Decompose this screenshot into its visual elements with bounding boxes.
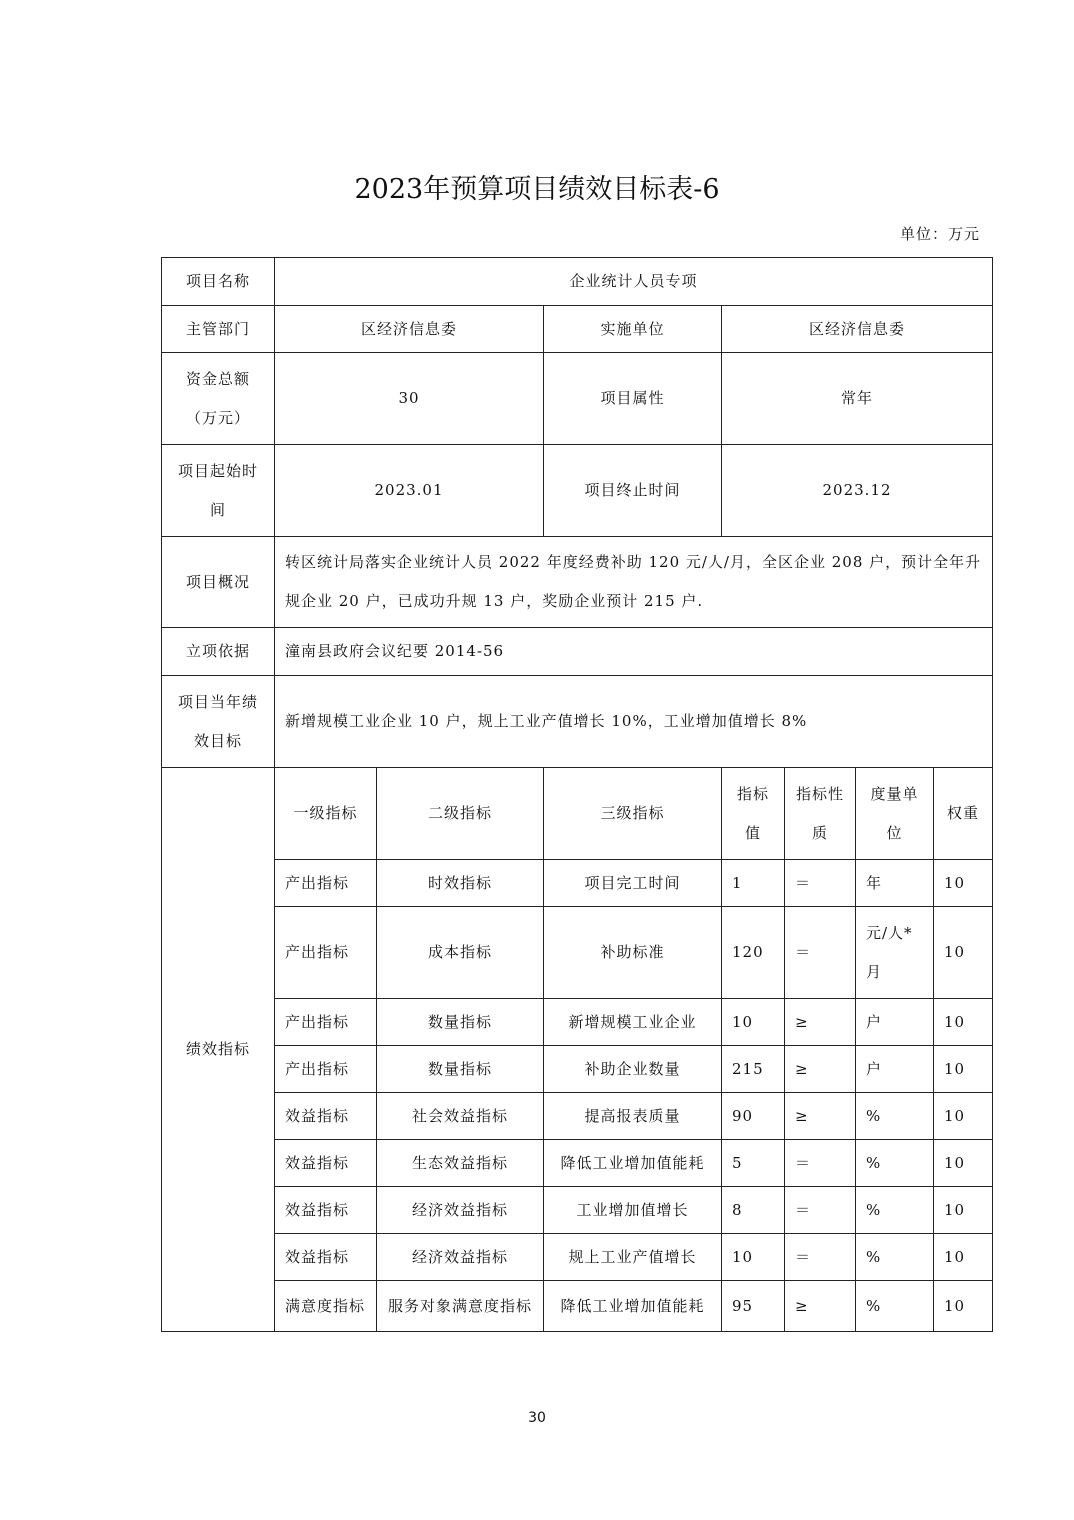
weight-cell: 10 xyxy=(934,1281,993,1332)
start-label: 项目起始时间 xyxy=(162,445,275,537)
nature-cell: ≥ xyxy=(785,999,856,1046)
indicators-section-label: 绩效指标 xyxy=(162,768,275,1332)
unit-cell: 年 xyxy=(856,860,934,907)
level2-cell: 经济效益指标 xyxy=(377,1234,544,1281)
unit-cell: % xyxy=(856,1281,934,1332)
project-name-value: 企业统计人员专项 xyxy=(275,258,993,306)
basis-label: 立项依据 xyxy=(162,628,275,676)
unit-cell: % xyxy=(856,1093,934,1140)
weight-cell: 10 xyxy=(934,1187,993,1234)
impl-label: 实施单位 xyxy=(544,306,722,353)
unit-cell: 元/人*月 xyxy=(856,907,934,999)
header-level1: 一级指标 xyxy=(275,768,377,860)
indicator-row xyxy=(162,999,993,1046)
value-cell: 5 xyxy=(722,1140,785,1187)
table-row xyxy=(162,306,993,353)
level1-cell: 满意度指标 xyxy=(275,1281,377,1332)
table-row xyxy=(162,258,993,306)
unit-cell: % xyxy=(856,1140,934,1187)
attr-label: 项目属性 xyxy=(544,353,722,445)
header-level3: 三级指标 xyxy=(544,768,722,860)
level3-cell: 降低工业增加值能耗 xyxy=(544,1140,722,1187)
nature-cell: ≥ xyxy=(785,1281,856,1332)
indicator-row xyxy=(162,907,993,999)
value-cell: 90 xyxy=(722,1093,785,1140)
value-cell: 8 xyxy=(722,1187,785,1234)
value-cell: 95 xyxy=(722,1281,785,1332)
level3-cell: 规上工业产值增长 xyxy=(544,1234,722,1281)
unit-cell: 户 xyxy=(856,1046,934,1093)
header-nature: 指标性质 xyxy=(785,768,856,860)
weight-cell: 10 xyxy=(934,860,993,907)
table-row xyxy=(162,445,993,537)
goal-label: 项目当年绩效目标 xyxy=(162,676,275,768)
level2-cell: 社会效益指标 xyxy=(377,1093,544,1140)
nature-cell: ＝ xyxy=(785,1140,856,1187)
weight-cell: 10 xyxy=(934,1046,993,1093)
level1-cell: 产出指标 xyxy=(275,999,377,1046)
indicator-row xyxy=(162,1281,993,1332)
performance-table xyxy=(161,257,993,1332)
indicator-row xyxy=(162,1140,993,1187)
value-cell: 10 xyxy=(722,1234,785,1281)
level2-cell: 数量指标 xyxy=(377,999,544,1046)
table-row xyxy=(162,628,993,676)
value-cell: 1 xyxy=(722,860,785,907)
end-value: 2023.12 xyxy=(722,445,993,537)
level3-cell: 补助企业数量 xyxy=(544,1046,722,1093)
project-name-label: 项目名称 xyxy=(162,258,275,306)
value-cell: 120 xyxy=(722,907,785,999)
level1-cell: 效益指标 xyxy=(275,1187,377,1234)
overview-label: 项目概况 xyxy=(162,537,275,628)
impl-value: 区经济信息委 xyxy=(722,306,993,353)
table-row xyxy=(162,353,993,445)
attr-value: 常年 xyxy=(722,353,993,445)
info-section xyxy=(162,258,993,768)
goal-value: 新增规模工业企业 10 户，规上工业产值增长 10%，工业增加值增长 8% xyxy=(275,676,993,768)
nature-cell: ＝ xyxy=(785,1234,856,1281)
level1-cell: 效益指标 xyxy=(275,1093,377,1140)
nature-cell: ≥ xyxy=(785,1046,856,1093)
weight-cell: 10 xyxy=(934,999,993,1046)
weight-cell: 10 xyxy=(934,1140,993,1187)
level3-cell: 新增规模工业企业 xyxy=(544,999,722,1046)
nature-cell: ＝ xyxy=(785,860,856,907)
header-level2: 二级指标 xyxy=(377,768,544,860)
indicator-row xyxy=(162,1187,993,1234)
unit-cell: % xyxy=(856,1187,934,1234)
level1-cell: 产出指标 xyxy=(275,1046,377,1093)
dept-label: 主管部门 xyxy=(162,306,275,353)
indicator-row xyxy=(162,1093,993,1140)
level2-cell: 生态效益指标 xyxy=(377,1140,544,1187)
weight-cell: 10 xyxy=(934,1093,993,1140)
dept-value: 区经济信息委 xyxy=(275,306,544,353)
unit-cell: % xyxy=(856,1234,934,1281)
indicators-section xyxy=(162,768,993,1332)
weight-cell: 10 xyxy=(934,1234,993,1281)
level2-cell: 数量指标 xyxy=(377,1046,544,1093)
unit-cell: 户 xyxy=(856,999,934,1046)
level2-cell: 时效指标 xyxy=(377,860,544,907)
basis-value: 潼南县政府会议纪要 2014-56 xyxy=(275,628,993,676)
level3-cell: 降低工业增加值能耗 xyxy=(544,1281,722,1332)
page-title: 2023年预算项目绩效目标表-6 xyxy=(354,174,720,205)
level3-cell: 项目完工时间 xyxy=(544,860,722,907)
level1-cell: 效益指标 xyxy=(275,1234,377,1281)
nature-cell: ＝ xyxy=(785,907,856,999)
funds-label: 资金总额（万元） xyxy=(162,353,275,445)
level3-cell: 提高报表质量 xyxy=(544,1093,722,1140)
header-weight: 权重 xyxy=(934,768,993,860)
unit-label: 单位：万元 xyxy=(899,225,980,243)
indicator-row xyxy=(162,860,993,907)
header-value: 指标值 xyxy=(722,768,785,860)
indicator-header-row xyxy=(162,768,993,860)
table-row xyxy=(162,676,993,768)
value-cell: 10 xyxy=(722,999,785,1046)
indicator-row xyxy=(162,1234,993,1281)
start-value: 2023.01 xyxy=(275,445,544,537)
level3-cell: 补助标准 xyxy=(544,907,722,999)
nature-cell: ≥ xyxy=(785,1093,856,1140)
end-label: 项目终止时间 xyxy=(544,445,722,537)
level1-cell: 产出指标 xyxy=(275,907,377,999)
header-unit: 度量单位 xyxy=(856,768,934,860)
nature-cell: ＝ xyxy=(785,1187,856,1234)
page-number: 30 xyxy=(528,1410,546,1426)
level1-cell: 效益指标 xyxy=(275,1140,377,1187)
level1-cell: 产出指标 xyxy=(275,860,377,907)
level3-cell: 工业增加值增长 xyxy=(544,1187,722,1234)
overview-value: 转区统计局落实企业统计人员 2022 年度经费补助 120 元/人/月，全区企业 208 户，预计全年升规企业 20 户，已成功升规 13 户，奖励企业预计 215 户. xyxy=(275,537,993,628)
level2-cell: 服务对象满意度指标 xyxy=(377,1281,544,1332)
table-row xyxy=(162,537,993,628)
weight-cell: 10 xyxy=(934,907,993,999)
funds-value: 30 xyxy=(275,353,544,445)
level2-cell: 经济效益指标 xyxy=(377,1187,544,1234)
level2-cell: 成本指标 xyxy=(377,907,544,999)
value-cell: 215 xyxy=(722,1046,785,1093)
indicator-row xyxy=(162,1046,993,1093)
